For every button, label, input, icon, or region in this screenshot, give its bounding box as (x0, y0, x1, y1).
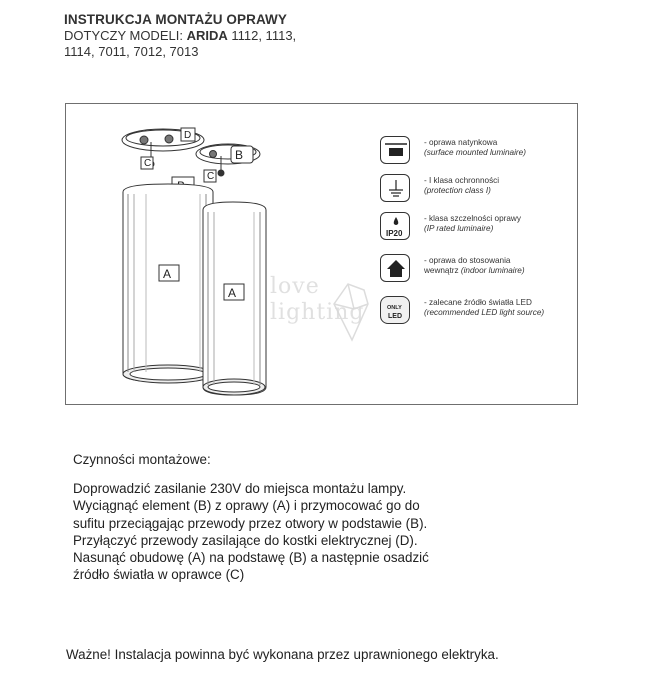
label-b-right: B (235, 148, 244, 162)
important-note: Ważne! Instalacja powinna być wykonana przez uprawnionego elektryka. (66, 647, 499, 662)
instruction-line: Wyciągnąć element (B) z oprawy (A) i przymocować go do (73, 498, 420, 514)
led-badge: LED (388, 313, 402, 320)
protection-class-icon (380, 174, 410, 202)
instruction-line: źródło światła w oprawce (C) (73, 567, 245, 583)
legend-en: (IP rated luminaire) (424, 224, 494, 233)
only-badge: ONLY (387, 305, 402, 311)
models-prefix: DOTYCZY MODELI: (64, 28, 187, 43)
watermark-text: love lighting (270, 274, 365, 325)
ip20-icon (380, 212, 410, 240)
document-header (64, 12, 296, 60)
legend-pl: - oprawa natynkowa (424, 138, 498, 147)
models-line-2: 1114, 7011, 7012, 7013 (64, 44, 199, 59)
instruction-line: Nasunąć obudowę (A) na podstawę (B) a następnie osadzić (73, 550, 429, 566)
legend-item-indoor (380, 254, 580, 284)
legend-en: (surface mounted luminaire) (424, 148, 526, 157)
document-title: INSTRUKCJA MONTAŻU OPRAWY (64, 12, 287, 27)
led-only-icon (380, 296, 410, 324)
legend-item-led-only (380, 296, 580, 326)
instructions-heading: Czynności montażowe: (73, 452, 211, 467)
legend-item-protection-class (380, 174, 580, 204)
right-cylinder (203, 202, 266, 395)
ip20-badge: IP20 (386, 229, 403, 238)
instruction-line: sufitu przeciągając przewody przez otwory w podstawie (B). (73, 515, 428, 531)
label-a-left: A (163, 267, 172, 281)
label-d: D (184, 130, 192, 141)
legend-pl: - oprawa do stosowania (424, 256, 511, 265)
legend-pl: - zalecane źródło światła LED (424, 298, 532, 307)
legend-pl-2: wewnątrz (424, 266, 459, 275)
legend-en: (indoor luminaire) (460, 266, 525, 275)
indoor-icon (380, 254, 410, 282)
left-cylinder (123, 184, 213, 383)
legend-pl: - klasa szczelności oprawy (424, 214, 521, 223)
instruction-line: Przyłączyć przewody zasilające do kostki elektrycznej (D). (73, 532, 418, 548)
legend-pl: - I klasa ochronności (424, 176, 500, 185)
models-line-1 (64, 28, 296, 44)
label-c-left: C (144, 158, 152, 169)
instruction-line: Doprowadzić zasilanie 230V do miejsca montażu lampy. (73, 481, 407, 497)
legend-en: (recommended LED light source) (424, 308, 545, 317)
legend-item-surface-mounted (380, 136, 580, 166)
assembly-instructions (73, 451, 429, 583)
label-c-right: C (207, 171, 215, 182)
models-first: 1112, 1113, (227, 28, 297, 43)
legend-item-ip20 (380, 212, 580, 242)
surface-mounted-icon (380, 136, 410, 164)
model-name: ARIDA (186, 28, 228, 43)
legend-en: (protection class I) (424, 186, 491, 195)
label-a-right: A (228, 286, 237, 300)
